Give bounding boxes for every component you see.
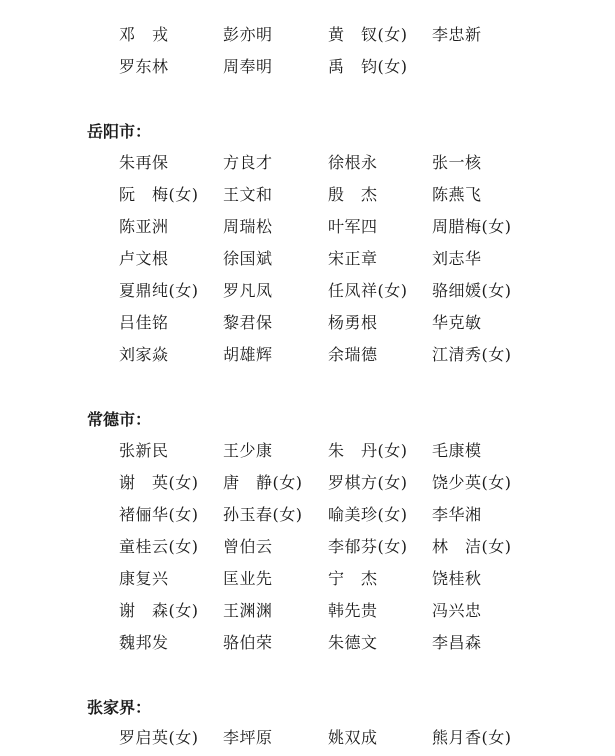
name-cell: 彭亦明 [223,25,273,44]
name-cell: 杨勇根 [328,313,378,332]
name-cell: 褚俪华(女) [119,505,199,524]
name-cell: 徐国斌 [223,249,273,268]
name-row [0,51,615,83]
name-row [0,435,615,467]
name-row [0,467,615,499]
name-cell: 冯兴忠 [432,601,482,620]
name-cell: 骆伯荣 [223,633,273,652]
name-row [0,147,615,179]
name-cell: 刘家焱 [119,345,169,364]
name-cell: 李华湘 [432,505,482,524]
name-cell: 罗凡凤 [223,281,273,300]
name-cell: 卢文根 [119,249,169,268]
name-cell: 朱 丹(女) [328,441,408,460]
name-cell: 喻美珍(女) [328,505,408,524]
name-cell: 毛康模 [432,441,482,460]
name-cell: 王文和 [223,185,273,204]
name-cell: 周奉明 [223,57,273,76]
name-cell: 陈燕飞 [432,185,482,204]
name-cell: 黄 钗(女) [328,25,408,44]
name-cell: 罗东林 [119,57,169,76]
name-cell: 罗棋方(女) [328,473,408,492]
name-row [0,563,615,595]
section-heading: 张家界： [87,698,152,717]
name-cell: 张新民 [119,441,169,460]
name-cell: 李忠新 [432,25,482,44]
name-cell: 魏邦发 [119,633,169,652]
name-row [0,211,615,243]
name-cell: 朱德文 [328,633,378,652]
name-cell: 邓 戎 [119,25,169,44]
name-cell: 林 洁(女) [432,537,512,556]
name-cell: 康复兴 [119,569,169,588]
name-cell: 江清秀(女) [432,345,512,364]
name-cell: 胡雄辉 [223,345,273,364]
name-cell: 周瑞松 [223,217,273,236]
name-cell: 李坪原 [223,728,273,747]
name-cell: 饶少英(女) [432,473,512,492]
name-cell: 华克敏 [432,313,482,332]
name-cell: 骆细媛(女) [432,281,512,300]
name-cell: 孙玉春(女) [223,505,303,524]
name-cell: 朱再保 [119,153,169,172]
name-cell: 谢 森(女) [119,601,199,620]
name-cell: 阮 梅(女) [119,185,199,204]
name-row [0,179,615,211]
name-cell: 徐根永 [328,153,378,172]
name-cell: 匡业先 [223,569,273,588]
name-cell: 刘志华 [432,249,482,268]
name-cell: 黎君保 [223,313,273,332]
name-row [0,19,615,51]
name-row [0,307,615,339]
section-heading: 常德市： [87,410,152,429]
name-cell: 姚双成 [328,728,378,747]
name-row [0,595,615,627]
name-row [0,499,615,531]
name-cell: 韩先贵 [328,601,378,620]
name-cell: 周腊梅(女) [432,217,512,236]
name-cell: 饶桂秋 [432,569,482,588]
name-cell: 禹 钧(女) [328,57,408,76]
name-cell: 叶军四 [328,217,378,236]
name-cell: 罗启英(女) [119,728,199,747]
name-row [0,339,615,371]
name-row [0,275,615,307]
name-cell: 殷 杰 [328,185,378,204]
name-row [0,722,615,754]
name-cell: 熊月香(女) [432,728,512,747]
name-row [0,531,615,563]
name-row [0,627,615,659]
name-cell: 李郁芬(女) [328,537,408,556]
name-cell: 唐 静(女) [223,473,303,492]
name-cell: 吕佳铭 [119,313,169,332]
name-cell: 夏鼎纯(女) [119,281,199,300]
name-row [0,243,615,275]
name-cell: 王渊渊 [223,601,273,620]
name-cell: 宋正章 [328,249,378,268]
name-cell: 宁 杰 [328,569,378,588]
name-cell: 王少康 [223,441,273,460]
name-cell: 任凤祥(女) [328,281,408,300]
name-cell: 谢 英(女) [119,473,199,492]
name-cell: 张一核 [432,153,482,172]
name-cell: 曾伯云 [223,537,273,556]
name-cell: 陈亚洲 [119,217,169,236]
name-cell: 方良才 [223,153,273,172]
section-heading: 岳阳市： [87,122,152,141]
name-cell: 童桂云(女) [119,537,199,556]
name-cell: 余瑞德 [328,345,378,364]
name-cell: 李昌森 [432,633,482,652]
